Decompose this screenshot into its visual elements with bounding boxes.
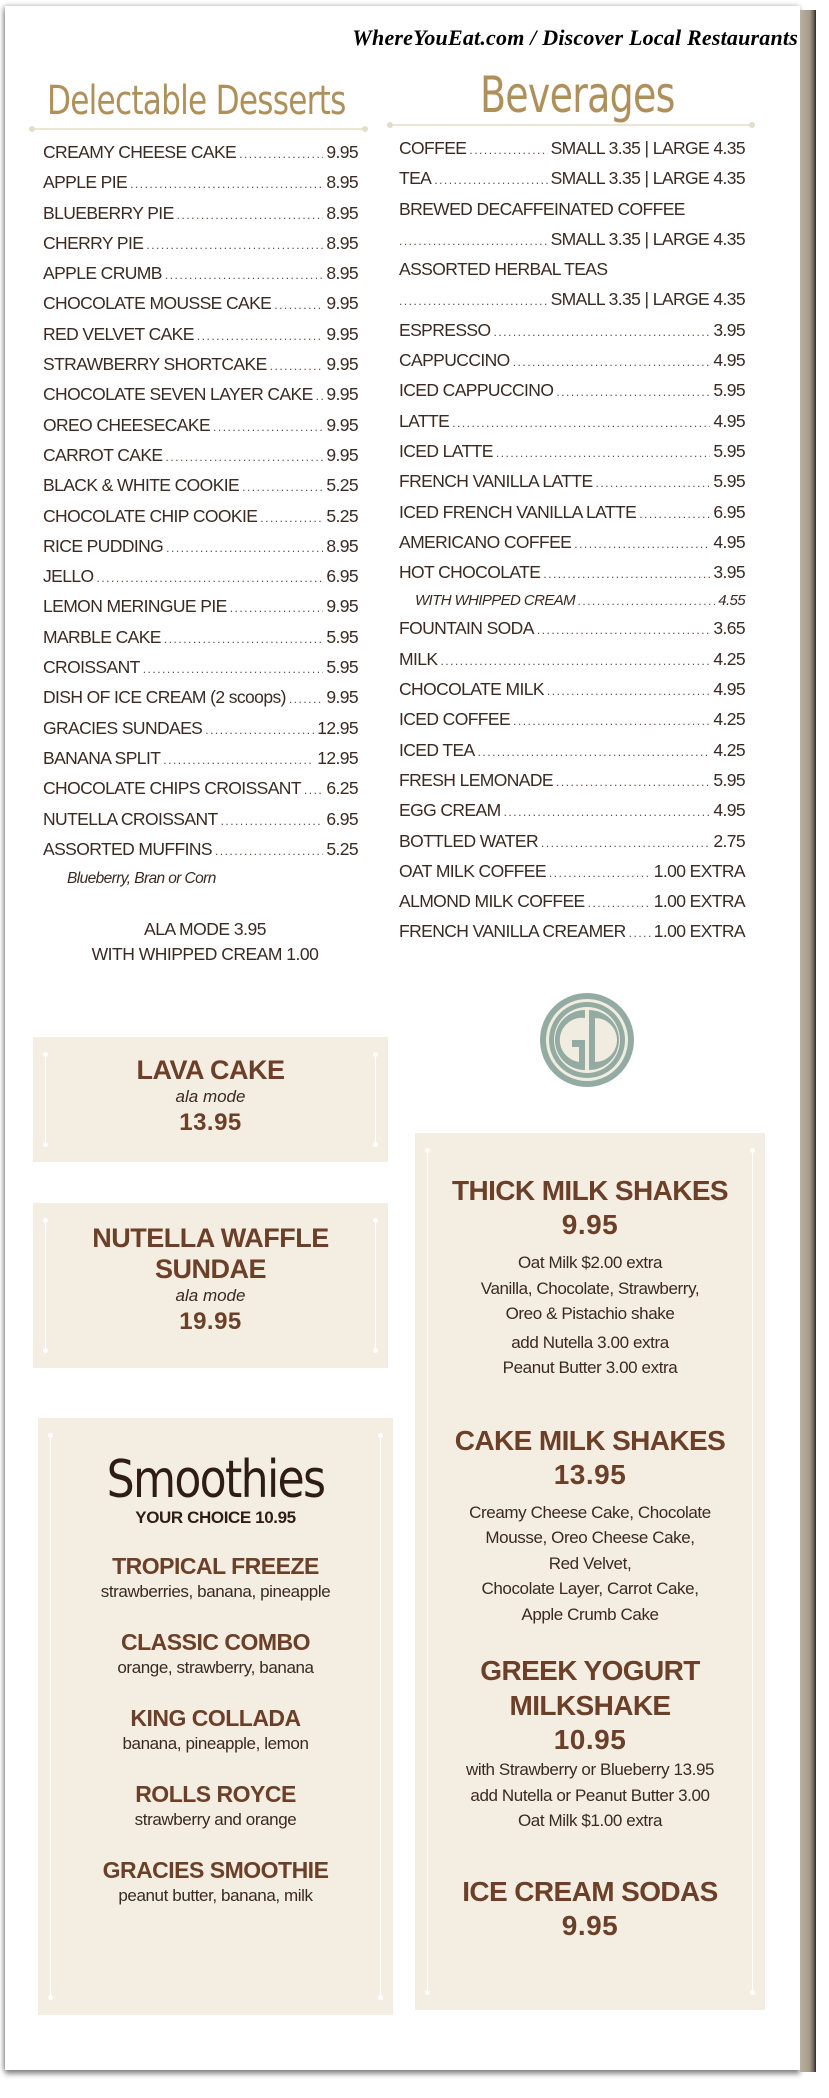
item-name: WITH WHIPPED CREAM <box>415 592 576 610</box>
dot-leader <box>166 450 324 464</box>
item-price: 8.95 <box>326 232 358 253</box>
item-name: FRENCH VANILLA LATTE <box>399 471 593 492</box>
item-price: 1.00 EXTRA <box>653 891 745 912</box>
dessert-item <box>43 596 358 626</box>
item-price: 5.95 <box>326 657 358 678</box>
thick-shakes-line: Oat Milk $2.00 extra <box>517 1253 663 1272</box>
beverage-item <box>399 679 745 709</box>
item-name: OREO CHEESECAKE <box>43 414 211 435</box>
dot-leader <box>230 601 324 615</box>
item-price: SMALL 3.35 | LARGE 4.35 <box>550 289 745 310</box>
item-name: CARROT CAKE <box>43 444 163 465</box>
greek-yogurt-line: Oat Milk $1.00 extra <box>517 1811 663 1830</box>
card-rail-left <box>45 1221 46 1350</box>
item-name: ICED LATTE <box>399 440 493 461</box>
dessert-item <box>43 415 358 445</box>
dessert-item <box>43 324 358 354</box>
greek-yogurt-title-1: GREEK YOGURT <box>480 1655 700 1686</box>
card-rail-right <box>380 1436 381 1997</box>
item-price: 9.95 <box>326 354 358 375</box>
item-name: FRESH LEMONADE <box>399 769 553 790</box>
smoothie-name: ROLLS ROYCE <box>135 1781 296 1807</box>
beverage-item <box>399 740 745 770</box>
item-name: CHERRY PIE <box>43 232 144 253</box>
item-name: JELLO <box>43 566 94 587</box>
beverage-item <box>399 380 745 410</box>
item-price: 4.25 <box>713 648 745 669</box>
item-name: ICED CAPPUCCINO <box>399 380 554 401</box>
lava-cake-price: 13.95 <box>179 1109 242 1136</box>
beverage-item <box>399 168 745 198</box>
smoothies-list <box>38 1552 393 1908</box>
dessert-item <box>43 384 358 414</box>
smoothie-item <box>38 1552 393 1604</box>
dot-leader <box>574 537 710 551</box>
item-price: 9.95 <box>326 596 358 617</box>
dot-leader <box>399 234 548 248</box>
beverage-item <box>399 709 745 739</box>
smoothie-desc: orange, strawberry, banana <box>117 1658 314 1677</box>
page-edge-shadow <box>800 10 816 2072</box>
beverage-item <box>399 532 745 562</box>
item-name: FOUNTAIN SODA <box>399 618 534 639</box>
dot-leader <box>289 692 323 706</box>
beverage-item <box>399 229 745 259</box>
beverage-item <box>399 921 745 951</box>
dot-leader <box>130 177 323 191</box>
nutella-waffle-title-2: SUNDAE <box>154 1254 266 1284</box>
dot-leader <box>556 775 710 789</box>
item-name: BREWED DECAFFEINATED COFFEE <box>399 198 685 219</box>
dot-leader <box>146 238 323 252</box>
item-name: ASSORTED HERBAL TEAS <box>399 259 608 280</box>
beverage-item <box>399 441 745 471</box>
dessert-item <box>43 809 358 839</box>
thick-shakes-extra: Peanut Butter 3.00 extra <box>502 1358 678 1377</box>
item-name: LEMON MERINGUE PIE <box>43 596 227 617</box>
item-price: 5.25 <box>326 838 358 859</box>
item-name: ICED FRENCH VANILLA LATTE <box>399 501 637 522</box>
item-price: 4.95 <box>713 350 745 371</box>
ice-cream-sodas-title: ICE CREAM SODAS <box>462 1875 718 1907</box>
item-price: 6.95 <box>713 501 745 522</box>
item-name: APPLE CRUMB <box>43 263 162 284</box>
dessert-item <box>43 172 358 202</box>
smoothies-subtitle: YOUR CHOICE 10.95 <box>135 1508 296 1527</box>
item-price: 1.00 EXTRA <box>653 921 745 942</box>
item-name: CHOCOLATE SEVEN LAYER CAKE <box>43 384 313 405</box>
item-name: BANANA SPLIT <box>43 747 161 768</box>
item-name: RICE PUDDING <box>43 535 164 556</box>
dessert-item <box>43 233 358 263</box>
cake-shakes-line: Apple Crumb Cake <box>521 1604 659 1624</box>
thick-shakes-extra: add Nutella 3.00 extra <box>511 1332 669 1352</box>
dot-leader <box>513 355 711 369</box>
card-rail-right <box>375 1221 376 1350</box>
item-price: 9.95 <box>326 414 358 435</box>
item-price: 9.95 <box>326 687 358 708</box>
dot-leader <box>143 662 324 676</box>
item-price: 4.25 <box>713 709 745 730</box>
dot-leader <box>547 684 710 698</box>
lava-cake-sub: ala mode <box>175 1087 246 1106</box>
dot-leader <box>496 446 710 460</box>
dot-leader <box>205 723 314 737</box>
dot-leader <box>513 714 710 728</box>
item-price: SMALL 3.35 | LARGE 4.35 <box>550 138 745 158</box>
cake-shakes-line: Chocolate Layer, Carrot Cake, <box>481 1579 699 1598</box>
item-name: ICED TEA <box>399 739 475 760</box>
item-price: SMALL 3.35 | LARGE 4.35 <box>550 228 745 249</box>
item-price: 12.95 <box>317 747 358 768</box>
smoothie-item <box>38 1780 393 1832</box>
dot-leader <box>221 814 324 828</box>
dot-leader <box>434 173 547 187</box>
dot-leader <box>163 753 314 767</box>
item-name: HOT CHOCOLATE <box>399 562 541 583</box>
smoothies-card <box>38 1418 393 2015</box>
beverage-item <box>399 259 745 289</box>
dot-leader <box>541 836 710 850</box>
smoothie-desc: strawberry and orange <box>134 1810 297 1829</box>
item-price: 5.25 <box>326 475 358 496</box>
item-price: 1.00 EXTRA <box>653 860 745 881</box>
cake-shakes-title: CAKE MILK SHAKES <box>454 1424 726 1456</box>
ice-cream-sodas-price: 9.95 <box>561 1909 619 1941</box>
dessert-item <box>43 536 358 566</box>
dot-leader <box>260 511 323 525</box>
item-price: 6.95 <box>326 566 358 587</box>
cake-shakes-price: 13.95 <box>553 1458 627 1490</box>
dot-leader <box>478 745 711 759</box>
item-name: CHOCOLATE CHIP COOKIE <box>43 505 258 526</box>
smoothie-item <box>38 1704 393 1756</box>
dessert-item <box>43 778 358 808</box>
dessert-item <box>43 506 358 536</box>
dot-leader <box>304 783 323 797</box>
item-price: 3.95 <box>713 562 745 583</box>
gd-logo-icon <box>539 992 635 1088</box>
site-caption: WhereYouEat.com / Discover Local Restaurants <box>352 25 798 50</box>
dessert-item <box>43 627 358 657</box>
greek-yogurt-title-2: MILKSHAKE <box>509 1690 671 1721</box>
beverage-item <box>399 471 745 501</box>
smoothie-name: KING COLLADA <box>130 1705 301 1731</box>
beverage-item <box>399 502 745 532</box>
dot-leader <box>213 420 323 434</box>
greek-yogurt-line: with Strawberry or Blueberry 13.95 <box>465 1760 715 1779</box>
muffin-note: Blueberry, Bran or Corn <box>67 870 216 887</box>
item-price: 4.95 <box>713 800 745 821</box>
beverage-item <box>399 831 745 861</box>
smoothie-item <box>38 1628 393 1680</box>
beverage-item <box>399 861 745 891</box>
card-rail-left <box>45 1055 46 1144</box>
beverage-item <box>399 411 745 441</box>
item-name: TEA <box>399 168 432 189</box>
item-price: 5.95 <box>713 380 745 401</box>
item-name: APPLE PIE <box>43 172 128 193</box>
item-price: 4.95 <box>713 531 745 552</box>
item-name: MARBLE CAKE <box>43 626 161 647</box>
item-name: LATTE <box>399 410 450 431</box>
smoothie-item <box>38 1856 393 1908</box>
item-name: COFFEE <box>399 138 467 158</box>
item-price: 9.95 <box>326 323 358 344</box>
dessert-item <box>43 566 358 596</box>
cake-shakes-line: Mousse, Oreo Cheese Cake, <box>485 1528 695 1547</box>
dessert-item <box>43 475 358 505</box>
item-price: 8.95 <box>326 202 358 223</box>
item-price: 8.95 <box>326 535 358 556</box>
dot-leader <box>549 866 651 880</box>
nutella-waffle-title-1: NUTELLA WAFFLE <box>92 1223 329 1253</box>
smoothie-name: GRACIES SMOOTHIE <box>102 1857 329 1883</box>
item-name: BLUEBERRY PIE <box>43 202 174 223</box>
beverage-item <box>399 562 745 592</box>
dot-leader <box>177 208 324 222</box>
item-price: 9.95 <box>326 384 358 405</box>
item-name: CHOCOLATE MOUSSE CAKE <box>43 293 272 314</box>
item-name: FRENCH VANILLA CREAMER <box>399 921 626 942</box>
dot-leader <box>440 654 710 668</box>
item-name: ICED COFFEE <box>399 709 511 730</box>
item-name: ASSORTED MUFFINS <box>43 838 212 859</box>
beverage-item <box>399 138 745 168</box>
smoothie-name: TROPICAL FREEZE <box>112 1553 319 1579</box>
item-name: CREAMY CHEESE CAKE <box>43 142 237 162</box>
item-price: 6.25 <box>326 778 358 799</box>
item-price: 5.95 <box>713 769 745 790</box>
dot-leader <box>493 325 710 339</box>
item-name: AMERICANO COFFEE <box>399 531 572 552</box>
dessert-item <box>43 263 358 293</box>
cake-shakes-line: Red Velvet, <box>548 1553 632 1573</box>
dot-leader <box>452 416 710 430</box>
item-name: RED VELVET CAKE <box>43 323 194 344</box>
nutella-waffle-sub: ala mode <box>175 1286 246 1305</box>
dessert-item <box>43 142 358 172</box>
dot-leader <box>242 480 323 494</box>
smoothie-name: CLASSIC COMBO <box>121 1629 310 1655</box>
item-price: 3.65 <box>713 618 745 639</box>
dot-leader <box>239 147 323 161</box>
item-price: 5.95 <box>713 440 745 461</box>
item-name: BLACK & WHITE COOKIE <box>43 475 240 496</box>
whipped-cream-price: WITH WHIPPED CREAM 1.00 <box>91 944 319 964</box>
dot-leader <box>166 541 323 555</box>
dot-leader <box>316 389 324 403</box>
nutella-waffle-price: 19.95 <box>179 1308 242 1335</box>
beverages-divider <box>390 124 752 126</box>
dessert-item <box>43 293 358 323</box>
item-price: 4.95 <box>713 679 745 700</box>
item-name: EGG CREAM <box>399 800 501 821</box>
dot-leader <box>215 844 323 858</box>
item-price: 9.95 <box>326 142 358 162</box>
card-rail-left <box>427 1151 428 1992</box>
dot-leader <box>399 294 548 308</box>
dessert-item <box>43 718 358 748</box>
dessert-item <box>43 657 358 687</box>
beverage-item <box>399 770 745 800</box>
dot-leader <box>469 143 547 157</box>
item-price: 2.75 <box>713 830 745 851</box>
beverage-item <box>399 618 745 648</box>
dessert-item <box>43 687 358 717</box>
dessert-item <box>43 203 358 233</box>
item-price: 3.95 <box>713 319 745 340</box>
item-name: CAPPUCCINO <box>399 350 510 371</box>
item-price: 4.25 <box>713 739 745 760</box>
item-price: 8.95 <box>326 172 358 193</box>
item-price: 9.95 <box>326 444 358 465</box>
dessert-item <box>43 839 358 869</box>
dot-leader <box>164 632 323 646</box>
greek-yogurt-line: add Nutella or Peanut Butter 3.00 <box>470 1785 710 1805</box>
dot-leader <box>504 805 711 819</box>
dot-leader <box>543 567 710 581</box>
beverages-list <box>399 138 745 952</box>
item-name: ESPRESSO <box>399 319 491 340</box>
item-name: GRACIES SUNDAES <box>43 717 203 738</box>
dot-leader <box>270 359 324 373</box>
dot-leader <box>274 298 323 312</box>
beverages-title: Beverages <box>480 66 675 124</box>
lava-cake-title: LAVA CAKE <box>136 1055 285 1085</box>
smoothies-title: Smoothies <box>106 1450 325 1510</box>
dessert-item <box>43 354 358 384</box>
milkshakes-card <box>415 1133 765 2010</box>
lava-cake-card <box>33 1037 388 1162</box>
cake-shakes-line: Creamy Cheese Cake, Chocolate <box>469 1502 711 1522</box>
dot-leader <box>639 507 710 521</box>
nutella-waffle-card <box>33 1203 388 1368</box>
dessert-item <box>43 748 358 778</box>
beverage-item <box>399 350 745 380</box>
item-name: ALMOND MILK COFFEE <box>399 891 585 912</box>
beverage-item <box>399 891 745 921</box>
desserts-divider <box>32 128 365 130</box>
dot-leader <box>165 268 323 282</box>
dot-leader <box>596 476 711 490</box>
item-price: 4.55 <box>718 592 745 610</box>
card-rail-right <box>375 1055 376 1144</box>
dot-leader <box>578 594 715 608</box>
dot-leader <box>97 571 324 585</box>
item-name: CROISSANT <box>43 657 140 678</box>
beverage-item <box>399 199 745 229</box>
item-price: 9.95 <box>326 293 358 314</box>
item-price: 12.95 <box>317 717 358 738</box>
dot-leader <box>629 926 651 940</box>
dot-leader <box>197 329 324 343</box>
thick-shakes-line: Vanilla, Chocolate, Strawberry, <box>480 1278 700 1298</box>
item-price: 5.95 <box>326 626 358 647</box>
beverage-item <box>399 800 745 830</box>
item-name: CHOCOLATE CHIPS CROISSANT <box>43 778 301 799</box>
item-name: BOTTLED WATER <box>399 830 539 851</box>
dessert-item <box>43 445 358 475</box>
thick-shakes-line: Oreo & Pistachio shake <box>505 1304 675 1323</box>
desserts-title: Delectable Desserts <box>47 78 346 124</box>
beverage-item <box>399 592 745 618</box>
item-name: DISH OF ICE CREAM (2 scoops) <box>43 687 286 708</box>
smoothie-desc: strawberries, banana, pineapple <box>100 1582 331 1601</box>
item-price: 5.25 <box>326 505 358 526</box>
beverage-item <box>399 320 745 350</box>
beverage-item <box>399 289 745 319</box>
item-name: NUTELLA CROISSANT <box>43 808 218 829</box>
thick-shakes-price: 9.95 <box>561 1209 619 1240</box>
item-price: 5.95 <box>713 471 745 492</box>
dot-leader <box>588 896 651 910</box>
ala-mode-note <box>40 917 370 967</box>
item-name: STRAWBERRY SHORTCAKE <box>43 354 267 375</box>
item-price: 6.95 <box>326 808 358 829</box>
item-name: OAT MILK COFFEE <box>399 860 546 881</box>
dot-leader <box>537 623 711 637</box>
smoothie-desc: banana, pineapple, lemon <box>122 1734 309 1753</box>
card-rail-left <box>50 1436 51 1997</box>
dot-leader <box>556 385 710 399</box>
smoothie-desc: peanut butter, banana, milk <box>118 1886 313 1905</box>
item-name: CHOCOLATE MILK <box>399 679 544 700</box>
thick-shakes-title: THICK MILK SHAKES <box>451 1175 729 1206</box>
item-price: 4.95 <box>713 410 745 431</box>
desserts-list <box>43 142 358 869</box>
card-rail-right <box>752 1151 753 1992</box>
item-price: 8.95 <box>326 263 358 284</box>
item-price: SMALL 3.35 | LARGE 4.35 <box>550 168 745 189</box>
item-name: MILK <box>399 648 438 669</box>
ala-mode-price: ALA MODE 3.95 <box>144 919 266 939</box>
beverage-item <box>399 649 745 679</box>
greek-yogurt-price: 10.95 <box>553 1724 627 1755</box>
